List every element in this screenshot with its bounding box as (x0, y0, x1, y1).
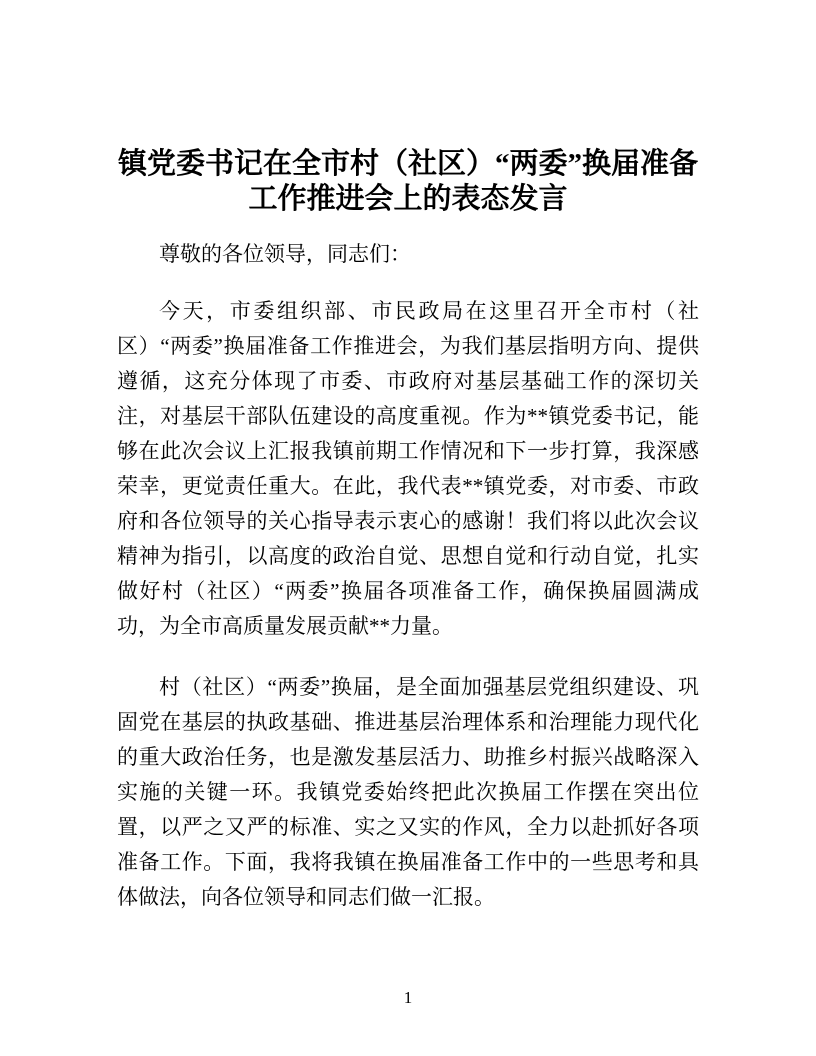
paragraph-1: 今天，市委组织部、市民政局在这里召开全市村（社区）“两委”换届准备工作推进会，为我们基层指明方向、提供遵循，这充分体现了市委、市政府对基层基础工作的深切关注，对基层干部队伍建设的高度重视。作为**镇党委书记，能够在此次会议上汇报我镇前期工作情况和下一步打算，我深感荣幸，更觉责任重大。在此，我代表**镇党委，对市委、市政府和各位领导的关心指导表示衷心的感谢！我们将以此次会议精神为指引，以高度的政治自觉、思想自觉和行动自觉，扎实做好村（社区）“两委”换届各项准备工作，确保换届圆满成功，为全市高质量发展贡献**力量。 (117, 299, 699, 638)
document-title: 镇党委书记在全市村（社区）“两委”换届准备工作推进会上的表态发言 (117, 148, 698, 215)
paragraph-2: 村（社区）“两委”换届，是全面加强基层党组织建设、巩固党在基层的执政基础、推进基层治理体系和治理能力现代化的重大政治任务，也是激发基层活力、助推乡村振兴战略深入实施的关键一环。我镇党委始终把此次换届工作摆在突出位置，以严之又严的标准、实之又实的作风，全力以赴抓好各项准备工作。下面，我将我镇在换届准备工作中的一些思考和具体做法，向各位领导和同志们做一汇报。 (117, 675, 699, 909)
greeting-line: 尊敬的各位领导，同志们： (159, 242, 411, 266)
page-number: 1 (403, 988, 413, 1007)
page-footer (0, 988, 816, 1008)
